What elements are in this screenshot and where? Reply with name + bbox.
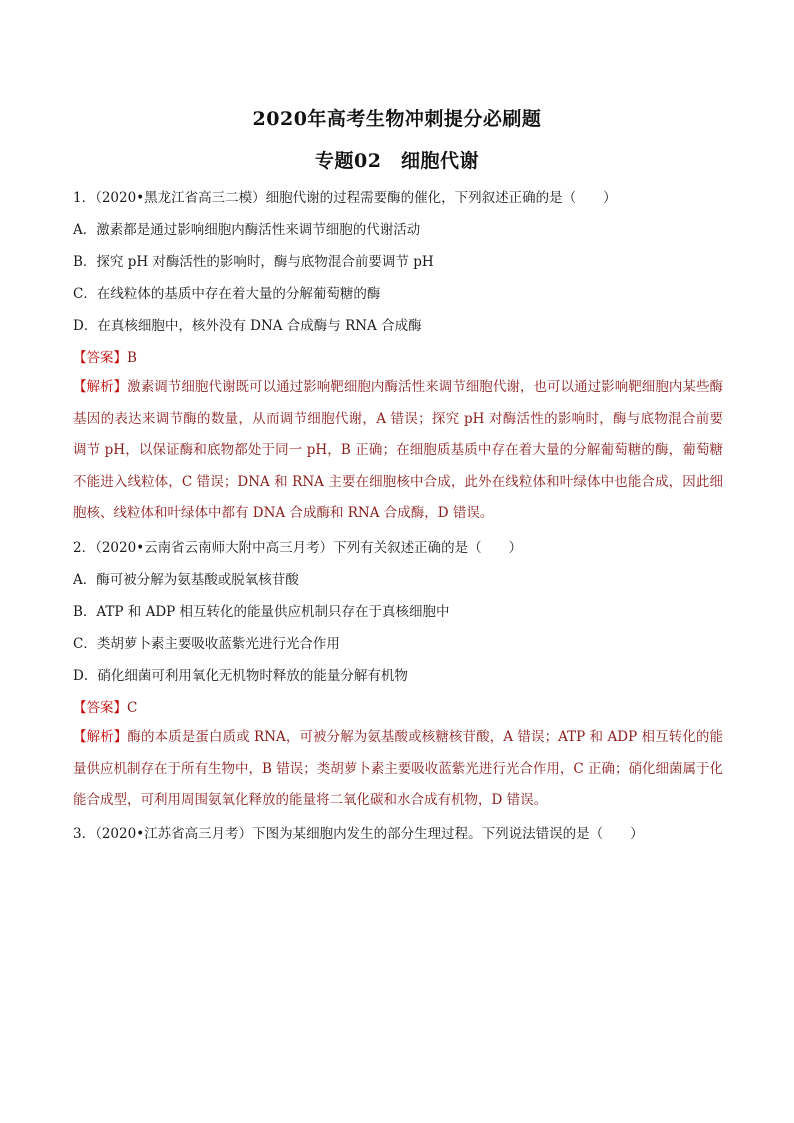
answer-label: 【答案】	[73, 350, 127, 366]
question-2-option-a: A．酶可被分解为氨基酸或脱氧核苷酸	[73, 572, 299, 588]
analysis-label: 【解析】	[73, 729, 128, 745]
analysis-text: 激素调节细胞代谢既可以通过影响靶细胞内酶活性来调节细胞代谢，也可以通过影响靶细胞内某些酶基因的表达来调节酶的数量，从而调节细胞代谢，A 错误；探究 pH 对酶活性的影响时，酶与底物混合前要调节 pH，以保证酶和底物都处于同一 pH，B 正确；在细胞质基质中存在着大量的分解葡萄糖的酶，葡萄糖不能进入线粒体，C 错误；DNA 和 RNA 主要在细胞核中合成，此外在线粒体和叶绿体中也能合成，因此细胞核、线粒体和叶绿体中都有 DNA 合成酶和 RNA 合成酶，D 错误。	[73, 379, 724, 521]
question-2-option-c: C．类胡萝卜素主要吸收蓝紫光进行光合作用	[73, 636, 340, 652]
question-1-stem: 1．（2020•黑龙江省高三二模）细胞代谢的过程需要酶的催化，下列叙述正确的是（ ）	[73, 190, 617, 206]
answer-value: B	[127, 350, 137, 366]
question-2-option-b: B．ATP 和 ADP 相互转化的能量供应机制只存在于真核细胞中	[73, 604, 450, 620]
question-1-option-a: A．激素都是通过影响细胞内酶活性来调节细胞的代谢活动	[73, 222, 421, 238]
question-3-stem: 3．（2020•江苏省高三月考）下图为某细胞内发生的部分生理过程。下列说法错误的是（ ）	[73, 826, 644, 842]
question-2-answer	[73, 696, 137, 716]
question-2-stem: 2．（2020•云南省云南师大附中高三月考）下列有关叙述正确的是（ ）	[73, 540, 523, 556]
question-1-option-b: B．探究 pH 对酶活性的影响时，酶与底物混合前要调节 pH	[73, 254, 434, 270]
question-1-option-c: C．在线粒体的基质中存在着大量的分解葡萄糖的酶	[73, 286, 381, 302]
answer-value: C	[127, 700, 138, 716]
analysis-text: 酶的本质是蛋白质或 RNA，可被分解为氨基酸或核糖核苷酸，A 错误；ATP 和 ADP 相互转化的能量供应机制存在于所有生物中，B 错误；类胡萝卜素主要吸收蓝紫光进行光合作用，C 正确；硝化细菌属于化能合成型，可利用周围氨氧化释放的能量将二氧化碳和水合成有机物，D 错误。	[73, 729, 724, 808]
answer-label: 【答案】	[73, 700, 127, 716]
question-1-analysis	[73, 372, 723, 530]
question-2-analysis	[73, 722, 723, 817]
document-subtitle: 专题02 细胞代谢	[315, 150, 479, 172]
question-1-option-d: D．在真核细胞中，核外没有 DNA 合成酶与 RNA 合成酶	[73, 318, 422, 334]
question-1-answer	[73, 346, 137, 366]
document-title: 2020年高考生物冲刺提分必刷题	[252, 108, 542, 130]
analysis-label: 【解析】	[73, 379, 128, 395]
question-2-option-d: D．硝化细菌可利用氧化无机物时释放的能量分解有机物	[73, 668, 408, 684]
